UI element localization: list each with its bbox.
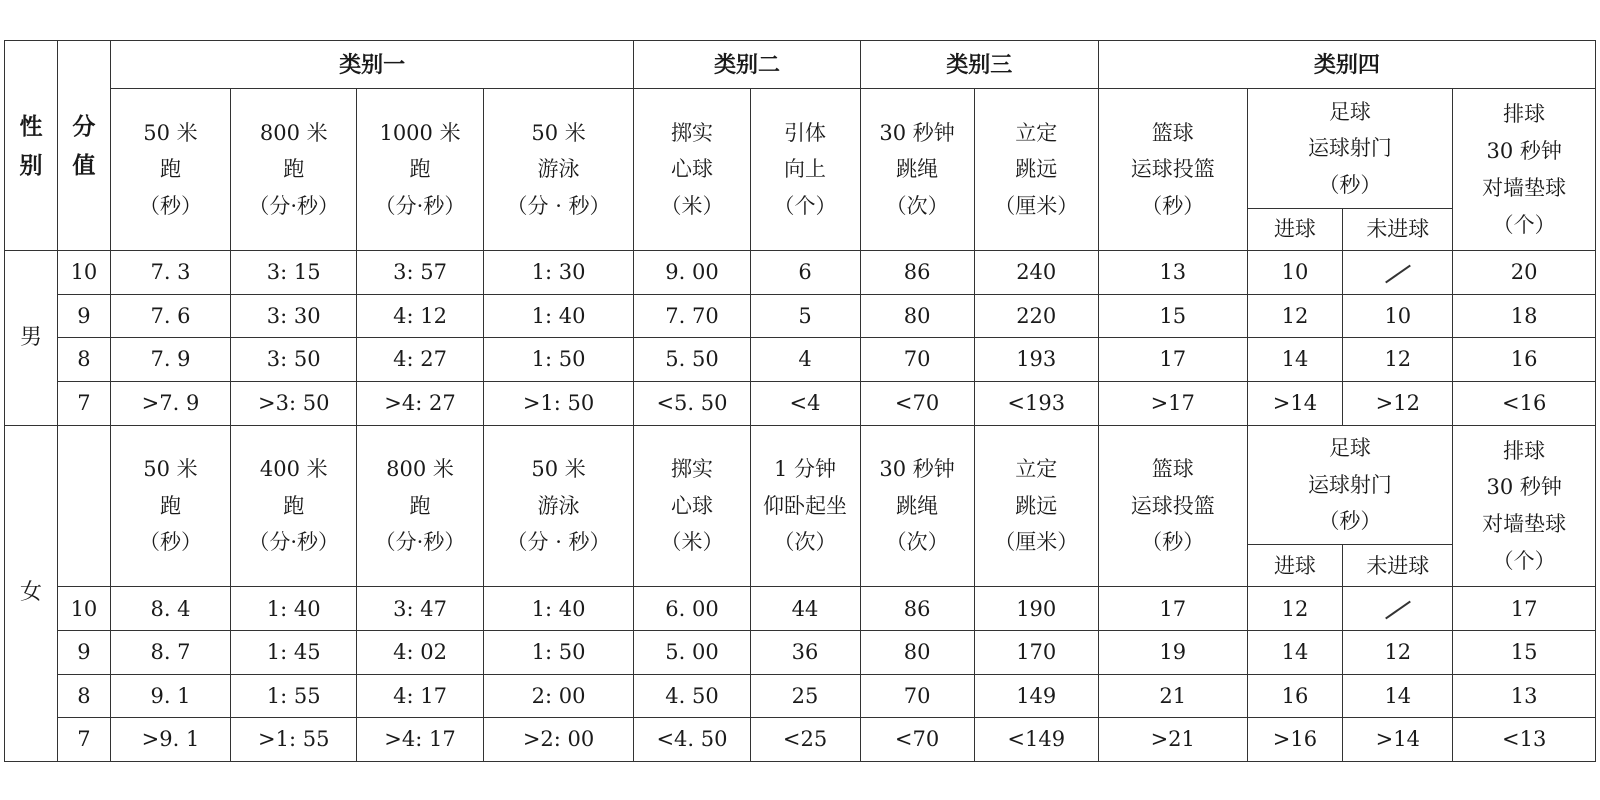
male-item-header-line: 排球 — [1503, 102, 1546, 127]
score-cell: 1: 45 — [231, 631, 357, 675]
score-cell: <13 — [1453, 718, 1596, 762]
score-cell: >21 — [1098, 718, 1247, 762]
score-cell: 86 — [860, 251, 974, 295]
slash-mark — [1385, 601, 1411, 620]
female-item-header-line: 心球 — [670, 493, 713, 518]
slash-mark — [1385, 264, 1411, 283]
score-cell: 9. 00 — [634, 251, 750, 295]
female-item-header-line: 50 米 — [531, 456, 586, 481]
score-cell: 5. 00 — [634, 631, 750, 675]
score-cell: 17 — [1098, 587, 1247, 631]
female-score-header-blank — [57, 425, 110, 587]
male-item-header-line: （个） — [1492, 212, 1556, 237]
female-item-header — [974, 425, 1098, 587]
score-cell: >9. 1 — [110, 718, 230, 762]
score-cell: >2: 00 — [483, 718, 634, 762]
female-gender-label: 女 — [5, 425, 58, 761]
male-item-header-line: （个） — [773, 194, 837, 219]
score-cell: 9. 1 — [110, 674, 230, 718]
score-value: 7 — [57, 382, 110, 426]
male-item-header-line: 对墙垫球 — [1482, 175, 1567, 200]
score-cell: 6 — [750, 251, 860, 295]
male-item-header-line: 运球投篮 — [1130, 157, 1215, 182]
male-item-header-line: 跑 — [159, 157, 181, 182]
female-item-header-line: 运球射门 — [1307, 472, 1392, 497]
category-header: 类别三 — [860, 41, 1098, 89]
score-cell: <25 — [750, 718, 860, 762]
score-value: 7 — [57, 718, 110, 762]
score-cell: 3: 50 — [231, 338, 357, 382]
score-cell: >4: 17 — [357, 718, 483, 762]
male-item-header — [750, 89, 860, 251]
score-cell: 19 — [1098, 631, 1247, 675]
female-item-header — [231, 425, 357, 587]
score-cell: 16 — [1453, 338, 1596, 382]
male-item-header-line: 跳远 — [1015, 157, 1058, 182]
female-item-header-line: （秒） — [1141, 530, 1205, 555]
score-header-line: 值 — [72, 151, 96, 179]
score-cell: 170 — [974, 631, 1098, 675]
score-table — [4, 40, 1596, 762]
male-item-header-line: 向上 — [784, 157, 827, 182]
score-cell: <4. 50 — [634, 718, 750, 762]
score-cell: 13 — [1098, 251, 1247, 295]
score-value: 10 — [57, 587, 110, 631]
score-cell: 15 — [1453, 631, 1596, 675]
score-cell: 70 — [860, 674, 974, 718]
score-cell: >14 — [1343, 718, 1453, 762]
female-score-row — [5, 674, 1596, 718]
score-cell: 10 — [1343, 294, 1453, 338]
male-gender-label: 男 — [5, 251, 58, 425]
goal-sub-header: 进球 — [1247, 209, 1343, 251]
score-cell: >14 — [1247, 382, 1343, 426]
female-item-header-line: （次） — [885, 530, 949, 555]
score-cell: <193 — [974, 382, 1098, 426]
male-item-header — [860, 89, 974, 251]
male-item-header — [483, 89, 634, 251]
score-cell: 80 — [860, 294, 974, 338]
score-cell: 4: 12 — [357, 294, 483, 338]
male-item-header-line: （分·秒） — [374, 194, 466, 219]
score-cell: 1: 50 — [483, 338, 634, 382]
gender-header — [5, 41, 58, 251]
score-cell: 1: 30 — [483, 251, 634, 295]
goal-sub-header: 未进球 — [1343, 545, 1453, 587]
female-item-header-line: 30 秒钟 — [1486, 475, 1562, 500]
category-header: 类别一 — [110, 41, 634, 89]
male-score-row — [5, 294, 1596, 338]
female-item-header-line: 立定 — [1015, 456, 1058, 481]
female-item-header-line: 对墙垫球 — [1482, 512, 1567, 537]
female-item-header-line: （分 · 秒） — [506, 530, 611, 555]
male-item-header-line: 1000 米 — [379, 120, 461, 145]
male-item-header-line: 30 秒钟 — [1486, 139, 1562, 164]
score-cell: 193 — [974, 338, 1098, 382]
score-cell: 14 — [1343, 674, 1453, 718]
female-item-header-line: 游泳 — [537, 493, 580, 518]
female-item-header — [483, 425, 634, 587]
score-cell: 17 — [1098, 338, 1247, 382]
score-value: 9 — [57, 294, 110, 338]
score-cell: 3: 47 — [357, 587, 483, 631]
category-header-row — [5, 41, 1596, 89]
score-cell: 8. 4 — [110, 587, 230, 631]
score-cell: 14 — [1247, 338, 1343, 382]
goal-sub-header: 进球 — [1247, 545, 1343, 587]
goal-sub-header: 未进球 — [1343, 209, 1453, 251]
male-item-header-line: 引体 — [784, 120, 827, 145]
female-item-header-line: （秒） — [138, 530, 202, 555]
score-cell: 70 — [860, 338, 974, 382]
score-cell: 44 — [750, 587, 860, 631]
score-cell: 86 — [860, 587, 974, 631]
male-item-header-line: （分·秒） — [248, 194, 340, 219]
male-item-header-line: （秒） — [1141, 194, 1205, 219]
female-item-header-line: （米） — [660, 530, 724, 555]
score-cell: 17 — [1453, 587, 1596, 631]
female-item-header-line: 运球投篮 — [1130, 493, 1215, 518]
female-item-header-line: 篮球 — [1151, 456, 1194, 481]
female-item-header-line: 排球 — [1503, 438, 1546, 463]
score-cell: >1: 55 — [231, 718, 357, 762]
female-item-header-line: （个） — [1492, 548, 1556, 573]
female-item-header-line: 跑 — [159, 493, 181, 518]
male-item-header-line: 立定 — [1015, 120, 1058, 145]
male-item-header-line: （厘米） — [994, 194, 1079, 219]
female-item-header-line: 800 米 — [386, 456, 454, 481]
female-item-header-line: （厘米） — [994, 530, 1079, 555]
score-cell: >7. 9 — [110, 382, 230, 426]
male-item-header-line: 跑 — [283, 157, 305, 182]
female-item-header-line: 30 秒钟 — [879, 456, 955, 481]
male-score-row — [5, 338, 1596, 382]
female-score-row — [5, 718, 1596, 762]
score-cell: 4. 50 — [634, 674, 750, 718]
female-item-header — [1453, 425, 1596, 587]
score-cell: 3: 30 — [231, 294, 357, 338]
female-score-row — [5, 631, 1596, 675]
female-item-header — [750, 425, 860, 587]
male-item-header-line: 跑 — [409, 157, 431, 182]
score-cell: 4: 17 — [357, 674, 483, 718]
female-item-header-row — [5, 425, 1596, 545]
score-cell: 5. 50 — [634, 338, 750, 382]
score-cell: 7. 9 — [110, 338, 230, 382]
male-item-header — [110, 89, 230, 251]
score-cell: 4 — [750, 338, 860, 382]
category-header: 类别四 — [1098, 41, 1595, 89]
male-item-header-line: （米） — [660, 194, 724, 219]
score-cell: 14 — [1247, 631, 1343, 675]
score-cell: 7. 6 — [110, 294, 230, 338]
male-item-header — [634, 89, 750, 251]
score-cell: 12 — [1343, 338, 1453, 382]
score-cell: 6. 00 — [634, 587, 750, 631]
score-cell: 220 — [974, 294, 1098, 338]
female-item-header — [860, 425, 974, 587]
score-cell: >16 — [1247, 718, 1343, 762]
score-cell: 4: 27 — [357, 338, 483, 382]
score-cell: 7. 70 — [634, 294, 750, 338]
male-item-header-line: 掷实 — [670, 120, 713, 145]
female-item-header — [634, 425, 750, 587]
male-item-header-line: 800 米 — [259, 120, 328, 145]
female-item-header — [1247, 425, 1453, 545]
not-applicable-slash — [1343, 251, 1453, 295]
male-item-header-line: 运球射门 — [1307, 136, 1392, 161]
female-item-header-line: （分·秒） — [248, 530, 340, 555]
female-item-header-line: 跑 — [409, 493, 431, 518]
score-cell: 7. 3 — [110, 251, 230, 295]
female-item-header-line: 跳远 — [1015, 493, 1058, 518]
score-cell: 13 — [1453, 674, 1596, 718]
male-item-header-line: （秒） — [1318, 173, 1382, 198]
gender-header-line: 性 — [19, 112, 43, 140]
score-cell: 12 — [1343, 631, 1453, 675]
score-cell: 5 — [750, 294, 860, 338]
score-cell: 21 — [1098, 674, 1247, 718]
score-cell: >3: 50 — [231, 382, 357, 426]
score-cell: 8. 7 — [110, 631, 230, 675]
female-item-header-line: （秒） — [1318, 509, 1382, 534]
male-item-header-line: 游泳 — [537, 157, 580, 182]
male-item-header-line: 心球 — [670, 157, 713, 182]
score-cell: 20 — [1453, 251, 1596, 295]
score-cell: 1: 40 — [483, 294, 634, 338]
score-cell: 15 — [1098, 294, 1247, 338]
male-item-header-line: （秒） — [138, 194, 202, 219]
score-header — [57, 41, 110, 251]
score-cell: 10 — [1247, 251, 1343, 295]
female-item-header-line: 仰卧起坐 — [763, 493, 848, 518]
score-cell: 3: 57 — [357, 251, 483, 295]
female-item-header — [110, 425, 230, 587]
male-item-header-line: 篮球 — [1151, 120, 1194, 145]
female-item-header-line: 400 米 — [259, 456, 328, 481]
male-item-header-line: 跳绳 — [896, 157, 939, 182]
male-item-header-row — [5, 89, 1596, 209]
score-cell: 16 — [1247, 674, 1343, 718]
score-cell: >12 — [1343, 382, 1453, 426]
female-score-row — [5, 587, 1596, 631]
score-header-line: 分 — [72, 112, 96, 140]
female-item-header — [1098, 425, 1247, 587]
score-cell: 2: 00 — [483, 674, 634, 718]
score-cell: 1: 40 — [483, 587, 634, 631]
score-cell: 190 — [974, 587, 1098, 631]
score-cell: <4 — [750, 382, 860, 426]
male-score-row — [5, 382, 1596, 426]
male-item-header — [231, 89, 357, 251]
score-cell: <70 — [860, 718, 974, 762]
score-value: 9 — [57, 631, 110, 675]
female-item-header-line: 足球 — [1328, 435, 1371, 460]
male-item-header-line: 30 秒钟 — [879, 120, 955, 145]
score-table-container — [4, 40, 1596, 762]
score-cell: 1: 50 — [483, 631, 634, 675]
female-item-header-line: 50 米 — [143, 456, 198, 481]
score-cell: 1: 40 — [231, 587, 357, 631]
female-item-header-line: 跑 — [283, 493, 305, 518]
score-cell: 80 — [860, 631, 974, 675]
score-cell: 149 — [974, 674, 1098, 718]
score-cell: <70 — [860, 382, 974, 426]
score-cell: 18 — [1453, 294, 1596, 338]
gender-header-line: 别 — [19, 151, 43, 179]
female-item-header-line: 掷实 — [670, 456, 713, 481]
male-score-row — [5, 251, 1596, 295]
male-item-header-line: 50 米 — [143, 120, 198, 145]
male-item-header-line: （次） — [885, 194, 949, 219]
score-value: 8 — [57, 338, 110, 382]
male-item-header-line: （分 · 秒） — [506, 194, 611, 219]
score-cell: <5. 50 — [634, 382, 750, 426]
male-item-header — [357, 89, 483, 251]
male-item-header — [1453, 89, 1596, 251]
score-cell: <149 — [974, 718, 1098, 762]
female-item-header-line: （次） — [773, 530, 837, 555]
score-value: 8 — [57, 674, 110, 718]
score-cell: 3: 15 — [231, 251, 357, 295]
male-item-header — [1247, 89, 1453, 209]
category-header: 类别二 — [634, 41, 860, 89]
female-item-header-line: （分·秒） — [374, 530, 466, 555]
score-cell: 12 — [1247, 294, 1343, 338]
score-cell: >17 — [1098, 382, 1247, 426]
female-item-header-line: 1 分钟 — [774, 456, 837, 481]
score-cell: 36 — [750, 631, 860, 675]
score-cell: 1: 55 — [231, 674, 357, 718]
score-cell: <16 — [1453, 382, 1596, 426]
male-item-header-line: 足球 — [1328, 99, 1371, 124]
score-cell: 4: 02 — [357, 631, 483, 675]
score-value: 10 — [57, 251, 110, 295]
score-cell: >4: 27 — [357, 382, 483, 426]
female-item-header — [357, 425, 483, 587]
not-applicable-slash — [1343, 587, 1453, 631]
male-item-header-line: 50 米 — [531, 120, 586, 145]
male-item-header — [1098, 89, 1247, 251]
score-cell: >1: 50 — [483, 382, 634, 426]
male-item-header — [974, 89, 1098, 251]
female-item-header-line: 跳绳 — [896, 493, 939, 518]
score-cell: 12 — [1247, 587, 1343, 631]
score-cell: 25 — [750, 674, 860, 718]
score-cell: 240 — [974, 251, 1098, 295]
